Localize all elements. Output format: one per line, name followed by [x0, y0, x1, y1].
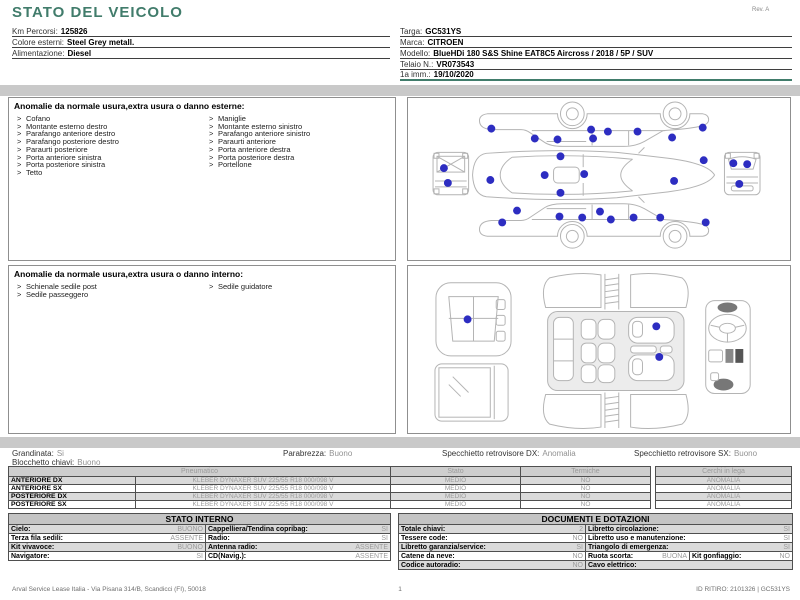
summary-value: Anomalia [542, 449, 576, 458]
tyre-termiche: NO [521, 477, 651, 485]
info-value: Steel Grey metall. [67, 37, 135, 47]
damage-marker [743, 160, 751, 168]
field-label: Cappelliera/Tendina copribag: [208, 525, 308, 533]
field-value: ASSENTE [355, 543, 388, 551]
tyre-stato: MEDIO [391, 493, 521, 501]
info-row-telaio [400, 59, 792, 70]
damage-marker [531, 135, 539, 143]
info-label: Telaio N.: [400, 59, 434, 69]
tyre-spec: KLEBER DYNAXER SUV 225/55 R18 000/098 V [136, 477, 391, 485]
stato-interno-row [9, 543, 391, 552]
stato-interno-row [9, 525, 391, 534]
documenti-row [399, 552, 793, 561]
damage-marker [557, 152, 565, 160]
tyre-position: ANTERIORE DX [9, 477, 136, 485]
exterior-anomalies-col2 [209, 115, 310, 169]
summary-specchietto-dx [442, 449, 576, 458]
stato-interno-table [8, 513, 390, 561]
bullet: > [17, 129, 22, 139]
field-label: Totale chiavi: [401, 525, 446, 533]
tyre-position: ANTERIORE SX [9, 485, 136, 493]
damage-marker [557, 189, 565, 197]
summary-value: Si [56, 449, 64, 458]
cerchi-row [656, 501, 792, 509]
vehicle-info-right [400, 26, 792, 81]
bullet: > [17, 144, 22, 154]
info-label: Colore esterni: [12, 37, 65, 47]
summary-label: Specchietto retrovisore SX: [634, 449, 731, 458]
field-triangolo [586, 543, 793, 552]
damage-marker [702, 219, 710, 227]
field-kit-vivavoce [9, 543, 206, 552]
field-value: SI [783, 525, 790, 533]
interior-anomalies-col1 [17, 283, 97, 298]
field-ruota-scorta [586, 552, 690, 561]
info-label: Alimentazione: [12, 48, 65, 58]
cerchi-header-row [656, 467, 792, 477]
anomaly-label: Parafango anteriore destro [26, 129, 116, 139]
exterior-anomalies-col1 [17, 115, 119, 177]
footer-company-address: Arval Service Lease Italia - Via Pisana 314/B, Scandicci (FI), 50018 [12, 586, 206, 593]
info-label: Modello: [400, 48, 431, 58]
field-antenna-radio [206, 543, 391, 552]
bullet: > [17, 114, 22, 123]
field-label: Radio: [208, 534, 230, 542]
field-label: Antenna radio: [208, 543, 258, 551]
anomaly-label: Paraurti anteriore [218, 137, 276, 147]
exterior-damage-diagram-panel [407, 97, 791, 261]
tyre-stato: MEDIO [391, 501, 521, 509]
summary-value: Buono [733, 449, 758, 458]
interior-car-diagram [408, 266, 790, 433]
interior-anomalies-panel [8, 265, 396, 434]
col-header-stato: Stato [391, 467, 521, 477]
field-label: Libretto circolazione: [588, 525, 659, 533]
field-label: Ruota scorta: [588, 552, 634, 560]
damage-marker [735, 180, 743, 188]
damage-marker [554, 136, 562, 144]
field-value: BUONO [177, 525, 203, 533]
tyre-termiche: NO [521, 493, 651, 501]
info-value: CITROEN [427, 37, 464, 47]
documenti-row [399, 543, 793, 552]
tyre-stato: MEDIO [391, 477, 521, 485]
tyre-spec: KLEBER DYNAXER SUV 225/55 R18 000/098 V [136, 485, 391, 493]
interior-damage-diagram-panel [407, 265, 791, 434]
car-top-view [473, 147, 715, 202]
info-row-alimentazione [12, 48, 390, 59]
dashboard-view [706, 301, 750, 394]
bullet: > [209, 152, 214, 162]
divider-band [0, 437, 800, 448]
anomaly-label: Paraurti posteriore [26, 144, 88, 154]
damage-marker [630, 214, 638, 222]
field-label: Catene da neve: [401, 552, 455, 560]
info-value: 125826 [60, 26, 88, 36]
footer-id-ritiro: ID RITIRO: 2101326 | GC531YS [696, 586, 790, 593]
damage-marker [656, 214, 664, 222]
tyre-stato: MEDIO [391, 485, 521, 493]
summary-label: Blocchetto chiavi: [12, 458, 75, 467]
damage-marker [700, 156, 708, 164]
field-label: Terza fila sedili: [11, 534, 63, 542]
summary-specchietto-sx [634, 449, 757, 458]
field-label: Kit gonfiaggio: [692, 552, 742, 560]
tyres-header-row [9, 467, 651, 477]
field-cappelliera [206, 525, 391, 534]
info-value: BlueHDi 180 S&S Shine EAT8C5 Aircross / 2018 / 5P / SUV [433, 48, 654, 58]
section-title: STATO INTERNO [9, 514, 391, 525]
bullet: > [17, 289, 22, 299]
info-label: Targa: [400, 26, 423, 36]
info-value: Diesel [67, 48, 92, 58]
damage-marker [670, 177, 678, 185]
damage-marker [541, 171, 549, 179]
damage-marker [634, 128, 642, 136]
interior-anomalies-col2 [209, 283, 272, 291]
field-label: Libretto uso e manutenzione: [588, 534, 686, 542]
bullet: > [17, 137, 22, 147]
interior-anomalies-title: Anomalie da normale usura,extra usura o danno interno: [14, 269, 244, 279]
tyre-spec: KLEBER DYNAXER SUV 225/55 R18 000/098 V [136, 493, 391, 501]
field-label: Kit vivavoce: [11, 543, 55, 551]
exterior-anomalies-title: Anomalie da normale usura,extra usura o danno esterne: [14, 101, 245, 111]
bullet: > [17, 160, 22, 170]
bullet: > [209, 160, 214, 170]
damage-marker [652, 322, 660, 330]
info-row-modello [400, 48, 792, 59]
footer-page-number: 1 [398, 586, 402, 593]
damage-marker [729, 159, 737, 167]
cerchi-value: ANOMALIA [656, 501, 792, 509]
revision-label: Rev. A [752, 7, 770, 13]
exterior-anomalies-panel [8, 97, 396, 261]
documenti-row [399, 525, 793, 534]
tyre-row-anteriore-sx [9, 485, 651, 493]
anomaly-label: Parafango anteriore sinistro [218, 129, 311, 139]
divider-band [0, 85, 800, 96]
cerchi-value: ANOMALIA [656, 485, 792, 493]
field-cavo-elettrico [586, 561, 793, 570]
damage-marker [440, 164, 448, 172]
bullet: > [209, 114, 214, 123]
field-value: SI [381, 525, 388, 533]
field-libretto-circolazione [586, 525, 793, 534]
col-header-pneumatico: Pneumatico [9, 467, 391, 477]
field-libretto-uso [586, 534, 793, 543]
field-kit-gonfiaggio [690, 552, 793, 561]
field-value: SI [783, 534, 790, 542]
field-radio [206, 534, 391, 543]
tyre-position: POSTERIORE SX [9, 501, 136, 509]
field-value: SI [783, 543, 790, 551]
damage-marker [513, 207, 521, 215]
anomaly-label: Tetto [26, 167, 43, 177]
field-label: Cielo: [11, 525, 31, 533]
field-cd-navig [206, 552, 391, 561]
page-title: STATO DEL VEICOLO [12, 4, 183, 21]
bullet: > [17, 167, 22, 177]
cerchi-row [656, 477, 792, 485]
field-label: Tessere code: [401, 534, 448, 542]
anomaly-label: Porta posteriore destra [218, 152, 295, 162]
field-value: SI [576, 543, 583, 551]
field-value: NO [572, 534, 583, 542]
field-label: Cavo elettrico: [588, 561, 637, 569]
field-label: Codice autoradio: [401, 561, 461, 569]
summary-grandinata [12, 449, 64, 458]
anomaly-label: Portellone [218, 160, 252, 170]
window-view [435, 364, 508, 421]
anomaly-item [17, 169, 119, 177]
bullet: > [17, 282, 22, 291]
cerchi-table [655, 466, 792, 509]
tyre-spec: KLEBER DYNAXER SUV 225/55 R18 000/098 V [136, 501, 391, 509]
damage-marker [655, 353, 663, 361]
anomaly-label: Cofano [26, 114, 51, 123]
field-totale-chiavi [399, 525, 586, 534]
info-row-immatricolazione [400, 70, 792, 81]
cabin-top-view [543, 273, 688, 428]
damage-marker [580, 170, 588, 178]
damage-marker [464, 315, 472, 323]
summary-parabrezza [283, 449, 352, 458]
cerchi-row [656, 485, 792, 493]
field-value: 2 [579, 525, 583, 533]
tyre-termiche: NO [521, 501, 651, 509]
summary-label: Grandinata: [12, 449, 54, 458]
field-catene-neve [399, 552, 586, 561]
documenti-header [399, 514, 793, 525]
damage-marker [596, 208, 604, 216]
info-row-colore [12, 37, 390, 48]
stato-interno-row [9, 534, 391, 543]
bullet: > [17, 121, 22, 131]
documenti-row [399, 561, 793, 570]
damage-marker [607, 216, 615, 224]
field-terza-fila [9, 534, 206, 543]
anomaly-label: Porta anteriore sinistra [26, 152, 102, 162]
damage-marker [668, 134, 676, 142]
info-row-marca [400, 37, 792, 48]
car-rear-view [433, 152, 469, 194]
field-tessere-code [399, 534, 586, 543]
bullet: > [17, 152, 22, 162]
damage-marker [444, 179, 452, 187]
damage-marker [498, 219, 506, 227]
field-label: CD(Navig.): [208, 552, 247, 560]
anomaly-label: Porta anteriore destra [218, 144, 291, 154]
tyre-position: POSTERIORE DX [9, 493, 136, 501]
anomaly-item [209, 161, 310, 169]
summary-label: Specchietto retrovisore DX: [442, 449, 540, 458]
field-value: BUONA [662, 552, 687, 560]
stato-interno-header [9, 514, 391, 525]
bullet: > [209, 282, 214, 291]
anomaly-label: Montante esterno destro [26, 121, 108, 131]
damage-marker [578, 214, 586, 222]
vehicle-info-left [12, 26, 390, 59]
anomaly-item [209, 283, 272, 291]
anomaly-label: Sedile passeggero [26, 289, 89, 299]
field-value: ASSENTE [355, 552, 388, 560]
bullet: > [209, 137, 214, 147]
anomaly-label: Parafango posteriore destro [26, 137, 119, 147]
info-row-targa [400, 26, 792, 37]
info-row-km [12, 26, 390, 37]
field-value: SI [196, 552, 203, 560]
tyres-table [8, 466, 650, 509]
damage-marker [486, 176, 494, 184]
exterior-car-diagram [408, 98, 790, 260]
info-label: Marca: [400, 37, 425, 47]
anomaly-item [17, 291, 97, 299]
field-value: NO [572, 552, 583, 560]
tyre-row-posteriore-dx [9, 493, 651, 501]
damage-marker [587, 126, 595, 134]
anomaly-label: Sedile guidatore [218, 282, 273, 291]
tyre-row-anteriore-dx [9, 477, 651, 485]
documenti-row [399, 534, 793, 543]
field-value: SI [381, 534, 388, 542]
damage-marker [487, 125, 495, 133]
field-value: BUONO [177, 543, 203, 551]
field-codice-autoradio [399, 561, 586, 570]
anomaly-label: Montante esterno sinistro [218, 121, 303, 131]
documenti-dotazioni-table [398, 513, 792, 570]
col-header-cerchi: Cerchi in lega [656, 467, 792, 477]
summary-value: Buono [329, 449, 353, 458]
damage-marker [556, 213, 564, 221]
bullet: > [209, 144, 214, 154]
field-value: ASSENTE [170, 534, 203, 542]
col-header-termiche: Termiche [521, 467, 651, 477]
summary-label: Parabrezza: [283, 449, 327, 458]
section-title: DOCUMENTI E DOTAZIONI [399, 514, 793, 525]
damage-marker [699, 124, 707, 132]
field-libretto-garanzia [399, 543, 586, 552]
field-cielo [9, 525, 206, 534]
cerchi-value: ANOMALIA [656, 477, 792, 485]
info-value: VR073543 [436, 59, 475, 69]
field-value: NO [779, 552, 790, 560]
cerchi-value: ANOMALIA [656, 493, 792, 501]
bullet: > [209, 129, 214, 139]
tyre-termiche: NO [521, 485, 651, 493]
field-value: NO [572, 561, 583, 569]
trunk-view [436, 283, 511, 356]
info-value: 19/10/2020 [433, 70, 474, 79]
field-label: Triangolo di emergenza: [588, 543, 669, 551]
anomaly-label: Porta posteriore sinistra [26, 160, 106, 170]
damage-marker [604, 128, 612, 136]
anomaly-label: Maniglie [218, 114, 246, 123]
cerchi-row [656, 493, 792, 501]
info-value: GC531YS [425, 26, 462, 36]
damage-marker [589, 135, 597, 143]
info-label: Km Percorsi: [12, 26, 58, 36]
info-label: 1a imm.: [400, 70, 431, 79]
tyre-row-posteriore-sx [9, 501, 651, 509]
car-front-view [724, 152, 760, 194]
field-label: Libretto garanzia/service: [401, 543, 486, 551]
stato-interno-row [9, 552, 391, 561]
anomaly-label: Schienale sedile post [26, 282, 97, 291]
field-label: Navigatore: [11, 552, 50, 560]
field-navigatore [9, 552, 206, 561]
bullet: > [209, 121, 214, 131]
summary-value: Buono [77, 458, 101, 467]
